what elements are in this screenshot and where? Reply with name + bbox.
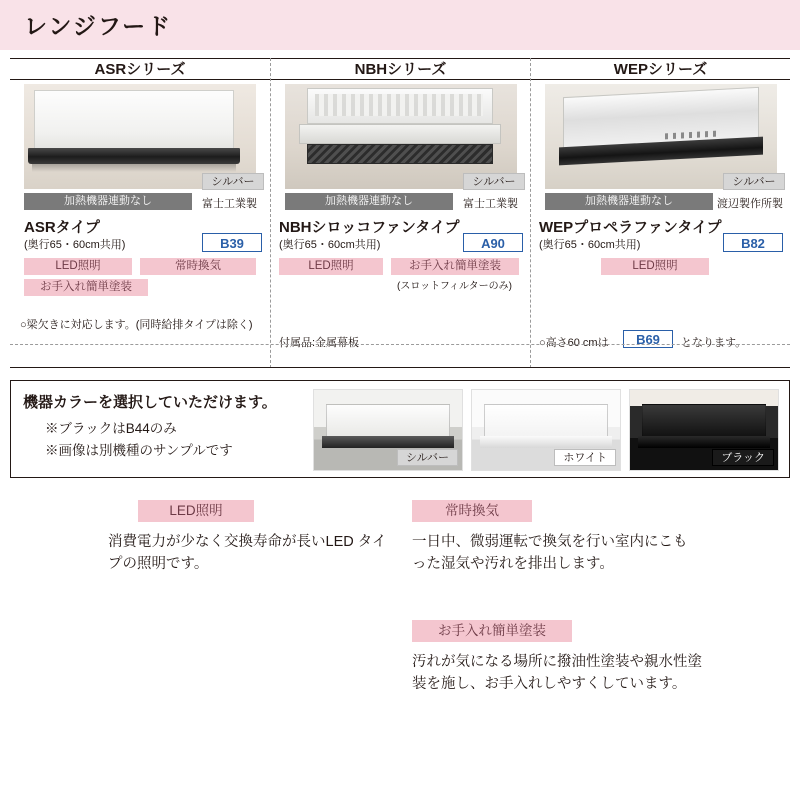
feature-tag-nbh-coating: お手入れ簡単塗装 [391, 258, 519, 275]
footnote-wep-prefix: ○高さ60 cmは [539, 337, 609, 349]
table-bottom-rule [10, 367, 790, 368]
legend-tag-vent: 常時換気 [412, 500, 532, 522]
product-column-asr [10, 58, 270, 368]
type-sub-wep: (奥行65・60cm共用) [539, 239, 641, 251]
color-selection-panel [10, 380, 790, 478]
series-title-asr: ASRシリーズ [10, 58, 270, 80]
legend-tag-coating: お手入れ簡単塗装 [412, 620, 572, 642]
color-sample-silver[interactable] [313, 389, 463, 471]
color-sample-label-black: ブラック [712, 449, 774, 466]
maker-nbh: 富士工業製 [463, 198, 518, 210]
color-panel-note-1: ※ブラックはB44のみ [45, 421, 177, 436]
feature-legend [0, 492, 800, 752]
maker-asr: 富士工業製 [202, 198, 257, 210]
table-dashed-rule [10, 344, 790, 345]
product-code-asr: B39 [202, 233, 262, 252]
interlock-bar-nbh: 加熱機器連動なし [285, 193, 453, 210]
type-name-asr: ASRタイプ [24, 219, 100, 236]
legend-text-led: 消費電力が少なく交換寿命が長いLED タイプの照明です。 [108, 534, 387, 572]
interlock-bar-wep: 加熱機器連動なし [545, 193, 713, 210]
footnote-asr: ○梁欠きに対応します。(同時給排タイプは除く) [20, 319, 253, 331]
maker-wep: 渡辺製作所製 [717, 198, 783, 210]
legend-tag-led: LED照明 [138, 500, 254, 522]
type-sub-asr: (奥行65・60cm共用) [24, 239, 126, 251]
color-tag-nbh: シルバー [463, 173, 525, 190]
product-column-wep [530, 58, 790, 368]
color-tag-asr: シルバー [202, 173, 264, 190]
feature-note-nbh: (スロットフィルターのみ) [397, 281, 512, 292]
footnote-wep-suffix: となります。 [681, 337, 747, 349]
color-sample-label-silver: シルバー [397, 449, 458, 466]
color-sample-white[interactable] [471, 389, 621, 471]
feature-tag-asr-led: LED照明 [24, 258, 132, 275]
footnote-wep-code: B69 [623, 330, 673, 348]
feature-tag-nbh-led: LED照明 [279, 258, 383, 275]
legend-text-coating: 汚れが気になる場所に撥油性塗装や親水性塗装を施し、お手入れしやすくしています。 [412, 654, 702, 692]
legend-text-vent: 一日中、微弱運転で換気を行い室内にこもった湿気や汚れを排出します。 [412, 534, 688, 572]
footnote-nbh: 付属品:金属幕板 [279, 337, 360, 349]
type-name-wep: WEPプロペラファンタイプ [539, 219, 722, 236]
product-column-nbh [270, 58, 530, 368]
feature-tag-asr-vent: 常時換気 [140, 258, 256, 275]
color-tag-wep: シルバー [723, 173, 785, 190]
feature-tag-asr-coating: お手入れ簡単塗装 [24, 279, 148, 296]
color-sample-black[interactable] [629, 389, 779, 471]
page-title: レンジフード [24, 13, 173, 39]
interlock-bar-asr: 加熱機器連動なし [24, 193, 192, 210]
product-comparison-table [10, 58, 790, 368]
color-panel-title: 機器カラーを選択していただけます。 [23, 394, 277, 411]
type-name-nbh: NBHシロッコファンタイプ [279, 219, 460, 236]
product-code-wep: B82 [723, 233, 783, 252]
color-sample-label-white: ホワイト [554, 449, 616, 466]
feature-tag-wep-led: LED照明 [601, 258, 709, 275]
type-sub-nbh: (奥行65・60cm共用) [279, 239, 381, 251]
series-title-wep: WEPシリーズ [531, 58, 790, 80]
product-code-nbh: A90 [463, 233, 523, 252]
color-panel-note-2: ※画像は別機種のサンプルです [45, 443, 233, 458]
series-title-nbh: NBHシリーズ [271, 58, 530, 80]
